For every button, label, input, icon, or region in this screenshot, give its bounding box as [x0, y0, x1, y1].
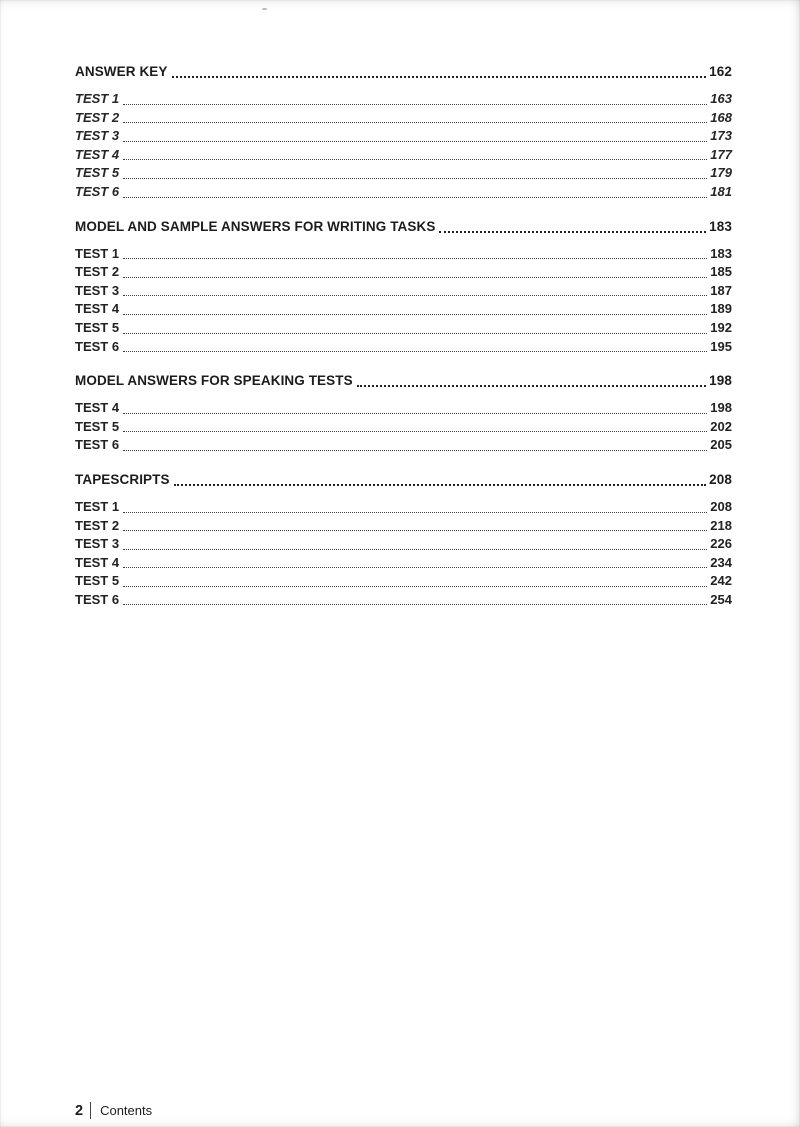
- dot-leader: [357, 385, 706, 387]
- page-footer: [75, 1102, 152, 1119]
- scan-artifact: [262, 8, 267, 10]
- toc-section-heading: [75, 371, 732, 391]
- dot-leader: [123, 122, 707, 123]
- toc-entry-page: 226: [710, 536, 732, 552]
- toc-heading-label: MODEL ANSWERS FOR SPEAKING TESTS: [75, 373, 353, 389]
- dot-leader: [172, 76, 707, 78]
- toc-entry: [75, 282, 732, 301]
- toc-heading-label: ANSWER KEY: [75, 64, 168, 79]
- toc-entry-page: 179: [710, 165, 732, 181]
- dot-leader: [123, 431, 707, 432]
- toc-entry-page: 202: [710, 418, 732, 434]
- toc-entry: [75, 399, 732, 418]
- toc-entry: [75, 109, 732, 128]
- toc-entry-label: TEST 2: [75, 109, 120, 125]
- toc-heading-page: 208: [709, 471, 732, 487]
- dot-leader: [123, 351, 707, 352]
- dot-leader: [123, 567, 707, 568]
- toc-entry-page: 187: [710, 282, 732, 298]
- dot-leader: [123, 604, 707, 605]
- toc-entry-label: TEST 4: [75, 146, 120, 162]
- toc-entry: [75, 245, 732, 264]
- footer-page-number: 2: [75, 1102, 84, 1119]
- dot-leader: [174, 484, 707, 486]
- toc-entry: [75, 263, 732, 282]
- toc-entry-page: 218: [710, 517, 732, 533]
- dot-leader: [123, 314, 707, 315]
- toc-entry-label: TEST 1: [75, 498, 120, 514]
- toc-entry: [75, 183, 732, 202]
- toc-entry: [75, 498, 732, 517]
- toc-heading-label: MODEL AND SAMPLE ANSWERS FOR WRITING TASKS: [75, 218, 436, 234]
- toc-entry: [75, 90, 732, 109]
- toc-entry: [75, 338, 732, 357]
- toc-entry-page: 183: [710, 245, 732, 261]
- toc-entry-label: TEST 1: [75, 91, 120, 106]
- toc-entry-label: TEST 2: [75, 264, 120, 280]
- toc-heading-page: 162: [709, 64, 732, 79]
- toc-entry: [75, 300, 732, 319]
- dot-leader: [123, 197, 707, 198]
- toc-section-heading: [75, 62, 732, 82]
- dot-leader: [123, 530, 707, 531]
- toc-section: [75, 62, 732, 202]
- toc-entry-page: 198: [710, 400, 732, 416]
- dot-leader: [123, 178, 707, 179]
- dot-leader: [123, 104, 707, 105]
- dot-leader: [439, 231, 706, 233]
- footer-label: Contents: [100, 1103, 153, 1118]
- toc-entry-page: 208: [710, 498, 732, 514]
- toc-section-heading: [75, 470, 732, 490]
- toc-heading-label: TAPESCRIPTS: [75, 471, 170, 487]
- dot-leader: [123, 258, 707, 259]
- toc-section: [75, 217, 732, 357]
- dot-leader: [123, 277, 707, 278]
- toc-entry-label: TEST 5: [75, 165, 120, 181]
- toc-entry: [75, 436, 732, 455]
- toc-entry: [75, 591, 732, 610]
- dot-leader: [123, 512, 707, 513]
- toc-entry-page: 177: [710, 146, 732, 162]
- toc-entry-label: TEST 5: [75, 573, 120, 589]
- toc-entry-label: TEST 6: [75, 183, 120, 199]
- toc-entry-page: 192: [710, 319, 732, 335]
- toc-section-heading: [75, 217, 732, 237]
- dot-leader: [123, 333, 707, 334]
- dot-leader: [123, 413, 707, 414]
- toc-heading-page: 198: [709, 373, 732, 389]
- toc-entry-label: TEST 2: [75, 517, 120, 533]
- dot-leader: [123, 586, 707, 587]
- toc-entry-page: 163: [710, 91, 732, 106]
- toc-entry: [75, 146, 732, 165]
- toc-entry-label: TEST 3: [75, 536, 120, 552]
- dot-leader: [123, 450, 707, 451]
- dot-leader: [123, 295, 707, 296]
- toc-entry-label: TEST 4: [75, 301, 120, 317]
- toc-entry-label: TEST 5: [75, 319, 120, 335]
- toc-entry: [75, 164, 732, 183]
- toc-section: [75, 371, 732, 455]
- toc-entry-page: 195: [710, 338, 732, 354]
- toc-heading-page: 183: [709, 218, 732, 234]
- dot-leader: [123, 159, 707, 160]
- toc-entry: [75, 517, 732, 536]
- toc-entry-page: 205: [710, 437, 732, 453]
- toc-entry-page: 173: [710, 128, 732, 144]
- toc-entry: [75, 319, 732, 338]
- toc-entry-label: TEST 6: [75, 437, 120, 453]
- toc-entry: [75, 418, 732, 437]
- toc-entry-page: 185: [710, 264, 732, 280]
- toc-entry: [75, 554, 732, 573]
- toc-entry-page: 242: [710, 573, 732, 589]
- toc-entry-label: TEST 6: [75, 591, 120, 607]
- toc-entry-page: 181: [710, 183, 732, 199]
- toc-entry-label: TEST 3: [75, 282, 120, 298]
- toc-entry: [75, 127, 732, 146]
- table-of-contents: [75, 62, 732, 609]
- footer-divider: [90, 1102, 91, 1119]
- dot-leader: [123, 549, 707, 550]
- toc-entry-label: TEST 4: [75, 400, 120, 416]
- dot-leader: [123, 141, 707, 142]
- toc-entry-page: 189: [710, 301, 732, 317]
- toc-entry-label: TEST 1: [75, 245, 120, 261]
- toc-entry: [75, 572, 732, 591]
- toc-entry-label: TEST 6: [75, 338, 120, 354]
- toc-entry-label: TEST 4: [75, 554, 120, 570]
- toc-entry-page: 254: [710, 591, 732, 607]
- toc-section: [75, 470, 732, 610]
- toc-entry-page: 234: [710, 554, 732, 570]
- toc-entry-label: TEST 5: [75, 418, 120, 434]
- toc-entry-page: 168: [710, 109, 732, 125]
- toc-entry-label: TEST 3: [75, 128, 120, 144]
- toc-entry: [75, 535, 732, 554]
